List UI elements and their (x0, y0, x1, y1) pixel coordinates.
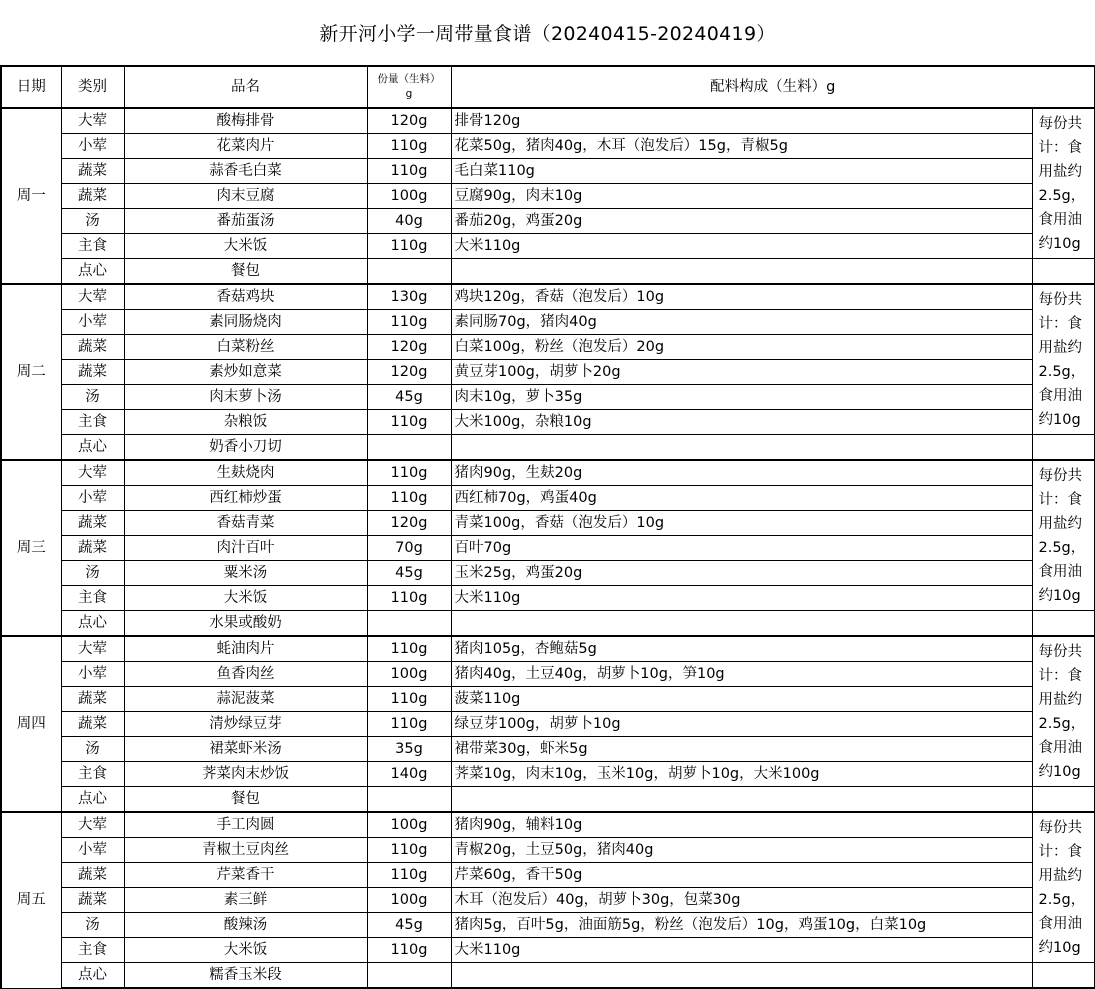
portion-cell: 120g (367, 511, 451, 536)
table-row (1, 259, 1095, 285)
day-cell: 周五 (1, 812, 61, 988)
empty-note-cell (1032, 963, 1095, 989)
ingredients-cell: 猪肉105g，杏鲍菇5g (451, 636, 1032, 662)
dish-cell: 裙菜虾米汤 (124, 737, 367, 762)
dish-cell: 酸梅排骨 (124, 108, 367, 134)
ingredients-cell: 花菜50g，猪肉40g，木耳（泡发后）15g，青椒5g (451, 134, 1032, 159)
dish-cell: 素同肠烧肉 (124, 310, 367, 335)
dish-cell: 荠菜肉末炒饭 (124, 762, 367, 787)
ingredients-cell: 大米110g (451, 234, 1032, 259)
ingredients-cell: 青菜100g，香菇（泡发后）10g (451, 511, 1032, 536)
portion-cell: 110g (367, 234, 451, 259)
portion-cell: 100g (367, 812, 451, 838)
day-cell: 周二 (1, 284, 61, 460)
table-row (1, 159, 1095, 184)
dish-cell: 生麸烧肉 (124, 460, 367, 486)
portion-cell: 130g (367, 284, 451, 310)
header-portion-line2: g (405, 88, 413, 100)
ingredients-cell: 肉末10g，萝卜35g (451, 385, 1032, 410)
table-row (1, 812, 1095, 838)
ingredients-cell (451, 611, 1032, 637)
dish-cell: 青椒土豆肉丝 (124, 838, 367, 863)
table-row (1, 460, 1095, 486)
empty-note-cell (1032, 435, 1095, 461)
table-row (1, 712, 1095, 737)
category-cell: 汤 (61, 913, 124, 938)
portion-cell: 110g (367, 460, 451, 486)
table-row (1, 284, 1095, 310)
category-cell: 大荤 (61, 636, 124, 662)
daily-note-cell: 每份共计：食用盐约2.5g，食用油约10g (1032, 812, 1095, 963)
dish-cell: 香菇青菜 (124, 511, 367, 536)
dish-cell: 大米饭 (124, 938, 367, 963)
portion-cell: 100g (367, 662, 451, 687)
category-cell: 蔬菜 (61, 360, 124, 385)
page-title: 新开河小学一周带量食谱（20240415-20240419） (319, 23, 776, 45)
dish-cell: 餐包 (124, 787, 367, 813)
category-cell: 小荤 (61, 486, 124, 511)
portion-cell: 45g (367, 561, 451, 586)
ingredients-cell: 猪肉5g，百叶5g，油面筋5g，粉丝（泡发后）10g，鸡蛋10g，白菜10g (451, 913, 1032, 938)
category-cell: 蔬菜 (61, 159, 124, 184)
ingredients-cell: 裙带菜30g，虾米5g (451, 737, 1032, 762)
table-row (1, 108, 1095, 134)
portion-cell: 140g (367, 762, 451, 787)
category-cell: 主食 (61, 938, 124, 963)
dish-cell: 蚝油肉片 (124, 636, 367, 662)
table-row (1, 360, 1095, 385)
empty-note-cell (1032, 787, 1095, 813)
category-cell: 蔬菜 (61, 888, 124, 913)
table-row (1, 134, 1095, 159)
table-row (1, 209, 1095, 234)
ingredients-cell: 猪肉40g，土豆40g，胡萝卜10g，笋10g (451, 662, 1032, 687)
portion-cell: 120g (367, 360, 451, 385)
dish-cell: 奶香小刀切 (124, 435, 367, 461)
portion-cell: 120g (367, 335, 451, 360)
category-cell: 大荤 (61, 108, 124, 134)
dish-cell: 糯香玉米段 (124, 963, 367, 989)
table-row (1, 184, 1095, 209)
daily-note-cell: 每份共计：食用盐约2.5g，食用油约10g (1032, 636, 1095, 787)
category-cell: 点心 (61, 259, 124, 285)
day-cell: 周四 (1, 636, 61, 812)
ingredients-cell: 排骨120g (451, 108, 1032, 134)
dish-cell: 番茄蛋汤 (124, 209, 367, 234)
portion-cell: 120g (367, 108, 451, 134)
table-row (1, 435, 1095, 461)
dish-cell: 清炒绿豆芽 (124, 712, 367, 737)
day-cell: 周一 (1, 108, 61, 284)
ingredients-cell: 毛白菜110g (451, 159, 1032, 184)
category-cell: 大荤 (61, 460, 124, 486)
table-row (1, 762, 1095, 787)
category-cell: 汤 (61, 737, 124, 762)
daily-note-cell: 每份共计：食用盐约2.5g，食用油约10g (1032, 108, 1095, 259)
dish-cell: 蒜泥菠菜 (124, 687, 367, 712)
portion-cell (367, 259, 451, 285)
table-row (1, 511, 1095, 536)
table-row (1, 561, 1095, 586)
dish-cell: 大米饭 (124, 234, 367, 259)
dish-cell: 肉末萝卜汤 (124, 385, 367, 410)
ingredients-cell: 白菜100g，粉丝（泡发后）20g (451, 335, 1032, 360)
daily-note-cell: 每份共计：食用盐约2.5g，食用油约10g (1032, 460, 1095, 611)
category-cell: 主食 (61, 410, 124, 435)
category-cell: 蔬菜 (61, 511, 124, 536)
ingredients-cell: 黄豆芽100g，胡萝卜20g (451, 360, 1032, 385)
dish-cell: 酸辣汤 (124, 913, 367, 938)
portion-cell: 110g (367, 838, 451, 863)
table-row (1, 611, 1095, 637)
category-cell: 蔬菜 (61, 335, 124, 360)
portion-cell: 45g (367, 385, 451, 410)
category-cell: 汤 (61, 561, 124, 586)
category-cell: 点心 (61, 963, 124, 989)
header-portion-line1: 份量（生料） (377, 72, 441, 85)
category-cell: 蔬菜 (61, 712, 124, 737)
category-cell: 蔬菜 (61, 863, 124, 888)
table-row (1, 787, 1095, 813)
dish-cell: 餐包 (124, 259, 367, 285)
portion-cell: 110g (367, 310, 451, 335)
ingredients-cell: 绿豆芽100g，胡萝卜10g (451, 712, 1032, 737)
portion-cell: 110g (367, 938, 451, 963)
ingredients-cell: 木耳（泡发后）40g，胡萝卜30g，包菜30g (451, 888, 1032, 913)
dish-cell: 白菜粉丝 (124, 335, 367, 360)
table-row (1, 310, 1095, 335)
category-cell: 小荤 (61, 134, 124, 159)
category-cell: 小荤 (61, 838, 124, 863)
empty-note-cell (1032, 611, 1095, 637)
header-date: 日期 (1, 66, 61, 108)
table-row (1, 410, 1095, 435)
category-cell: 蔬菜 (61, 536, 124, 561)
category-cell: 点心 (61, 787, 124, 813)
portion-cell (367, 435, 451, 461)
portion-cell (367, 611, 451, 637)
portion-cell: 40g (367, 209, 451, 234)
portion-cell: 110g (367, 586, 451, 611)
table-row (1, 687, 1095, 712)
ingredients-cell: 鸡块120g，香菇（泡发后）10g (451, 284, 1032, 310)
portion-cell: 110g (367, 486, 451, 511)
ingredients-cell: 豆腐90g，肉末10g (451, 184, 1032, 209)
portion-cell: 110g (367, 636, 451, 662)
dish-cell: 芹菜香干 (124, 863, 367, 888)
ingredients-cell: 荠菜10g，肉末10g，玉米10g，胡萝卜10g，大米100g (451, 762, 1032, 787)
dish-cell: 手工肉圆 (124, 812, 367, 838)
day-cell: 周三 (1, 460, 61, 636)
ingredients-cell: 素同肠70g，猪肉40g (451, 310, 1032, 335)
dish-cell: 鱼香肉丝 (124, 662, 367, 687)
portion-cell: 110g (367, 712, 451, 737)
dish-cell: 粟米汤 (124, 561, 367, 586)
ingredients-cell: 菠菜110g (451, 687, 1032, 712)
ingredients-cell (451, 435, 1032, 461)
portion-cell: 45g (367, 913, 451, 938)
ingredients-cell: 番茄20g，鸡蛋20g (451, 209, 1032, 234)
category-cell: 点心 (61, 611, 124, 637)
table-row (1, 863, 1095, 888)
table-row (1, 335, 1095, 360)
category-cell: 大荤 (61, 284, 124, 310)
dish-cell: 肉末豆腐 (124, 184, 367, 209)
dish-cell: 素三鲜 (124, 888, 367, 913)
dish-cell: 大米饭 (124, 586, 367, 611)
menu-body (1, 108, 1095, 988)
ingredients-cell (451, 787, 1032, 813)
dish-cell: 香菇鸡块 (124, 284, 367, 310)
ingredients-cell: 百叶70g (451, 536, 1032, 561)
category-cell: 小荤 (61, 662, 124, 687)
dish-cell: 素炒如意菜 (124, 360, 367, 385)
table-row (1, 838, 1095, 863)
ingredients-cell: 大米110g (451, 938, 1032, 963)
category-cell: 点心 (61, 435, 124, 461)
category-cell: 小荤 (61, 310, 124, 335)
table-row (1, 938, 1095, 963)
portion-cell (367, 963, 451, 989)
ingredients-cell: 猪肉90g，辅料10g (451, 812, 1032, 838)
portion-cell: 70g (367, 536, 451, 561)
table-row (1, 888, 1095, 913)
table-row (1, 234, 1095, 259)
portion-cell: 100g (367, 888, 451, 913)
ingredients-cell: 猪肉90g，生麸20g (451, 460, 1032, 486)
menu-table (0, 65, 1095, 989)
portion-cell: 110g (367, 134, 451, 159)
portion-cell (367, 787, 451, 813)
ingredients-cell: 大米100g，杂粮10g (451, 410, 1032, 435)
ingredients-cell: 西红柿70g，鸡蛋40g (451, 486, 1032, 511)
portion-cell: 110g (367, 159, 451, 184)
table-row (1, 913, 1095, 938)
portion-cell: 100g (367, 184, 451, 209)
table-row (1, 963, 1095, 989)
dish-cell: 肉汁百叶 (124, 536, 367, 561)
ingredients-cell: 大米110g (451, 586, 1032, 611)
portion-cell: 110g (367, 863, 451, 888)
header-dish: 品名 (124, 66, 367, 108)
header-category: 类别 (61, 66, 124, 108)
ingredients-cell: 青椒20g，土豆50g，猪肉40g (451, 838, 1032, 863)
category-cell: 主食 (61, 234, 124, 259)
empty-note-cell (1032, 259, 1095, 285)
category-cell: 主食 (61, 762, 124, 787)
ingredients-cell: 玉米25g，鸡蛋20g (451, 561, 1032, 586)
table-row (1, 536, 1095, 561)
category-cell: 大荤 (61, 812, 124, 838)
dish-cell: 杂粮饭 (124, 410, 367, 435)
dish-cell: 西红柿炒蛋 (124, 486, 367, 511)
portion-cell: 110g (367, 687, 451, 712)
daily-note-cell: 每份共计：食用盐约2.5g，食用油约10g (1032, 284, 1095, 435)
category-cell: 汤 (61, 209, 124, 234)
table-row (1, 586, 1095, 611)
table-row (1, 385, 1095, 410)
dish-cell: 蒜香毛白菜 (124, 159, 367, 184)
category-cell: 蔬菜 (61, 184, 124, 209)
category-cell: 汤 (61, 385, 124, 410)
table-row (1, 662, 1095, 687)
table-row (1, 737, 1095, 762)
category-cell: 主食 (61, 586, 124, 611)
portion-cell: 110g (367, 410, 451, 435)
dish-cell: 花菜肉片 (124, 134, 367, 159)
header-row (1, 66, 1095, 108)
header-ingredients: 配料构成（生料）g (451, 66, 1095, 108)
table-row (1, 486, 1095, 511)
category-cell: 蔬菜 (61, 687, 124, 712)
table-row (1, 636, 1095, 662)
ingredients-cell: 芹菜60g，香干50g (451, 863, 1032, 888)
ingredients-cell (451, 963, 1032, 989)
ingredients-cell (451, 259, 1032, 285)
dish-cell: 水果或酸奶 (124, 611, 367, 637)
header-portion (367, 66, 451, 108)
portion-cell: 35g (367, 737, 451, 762)
